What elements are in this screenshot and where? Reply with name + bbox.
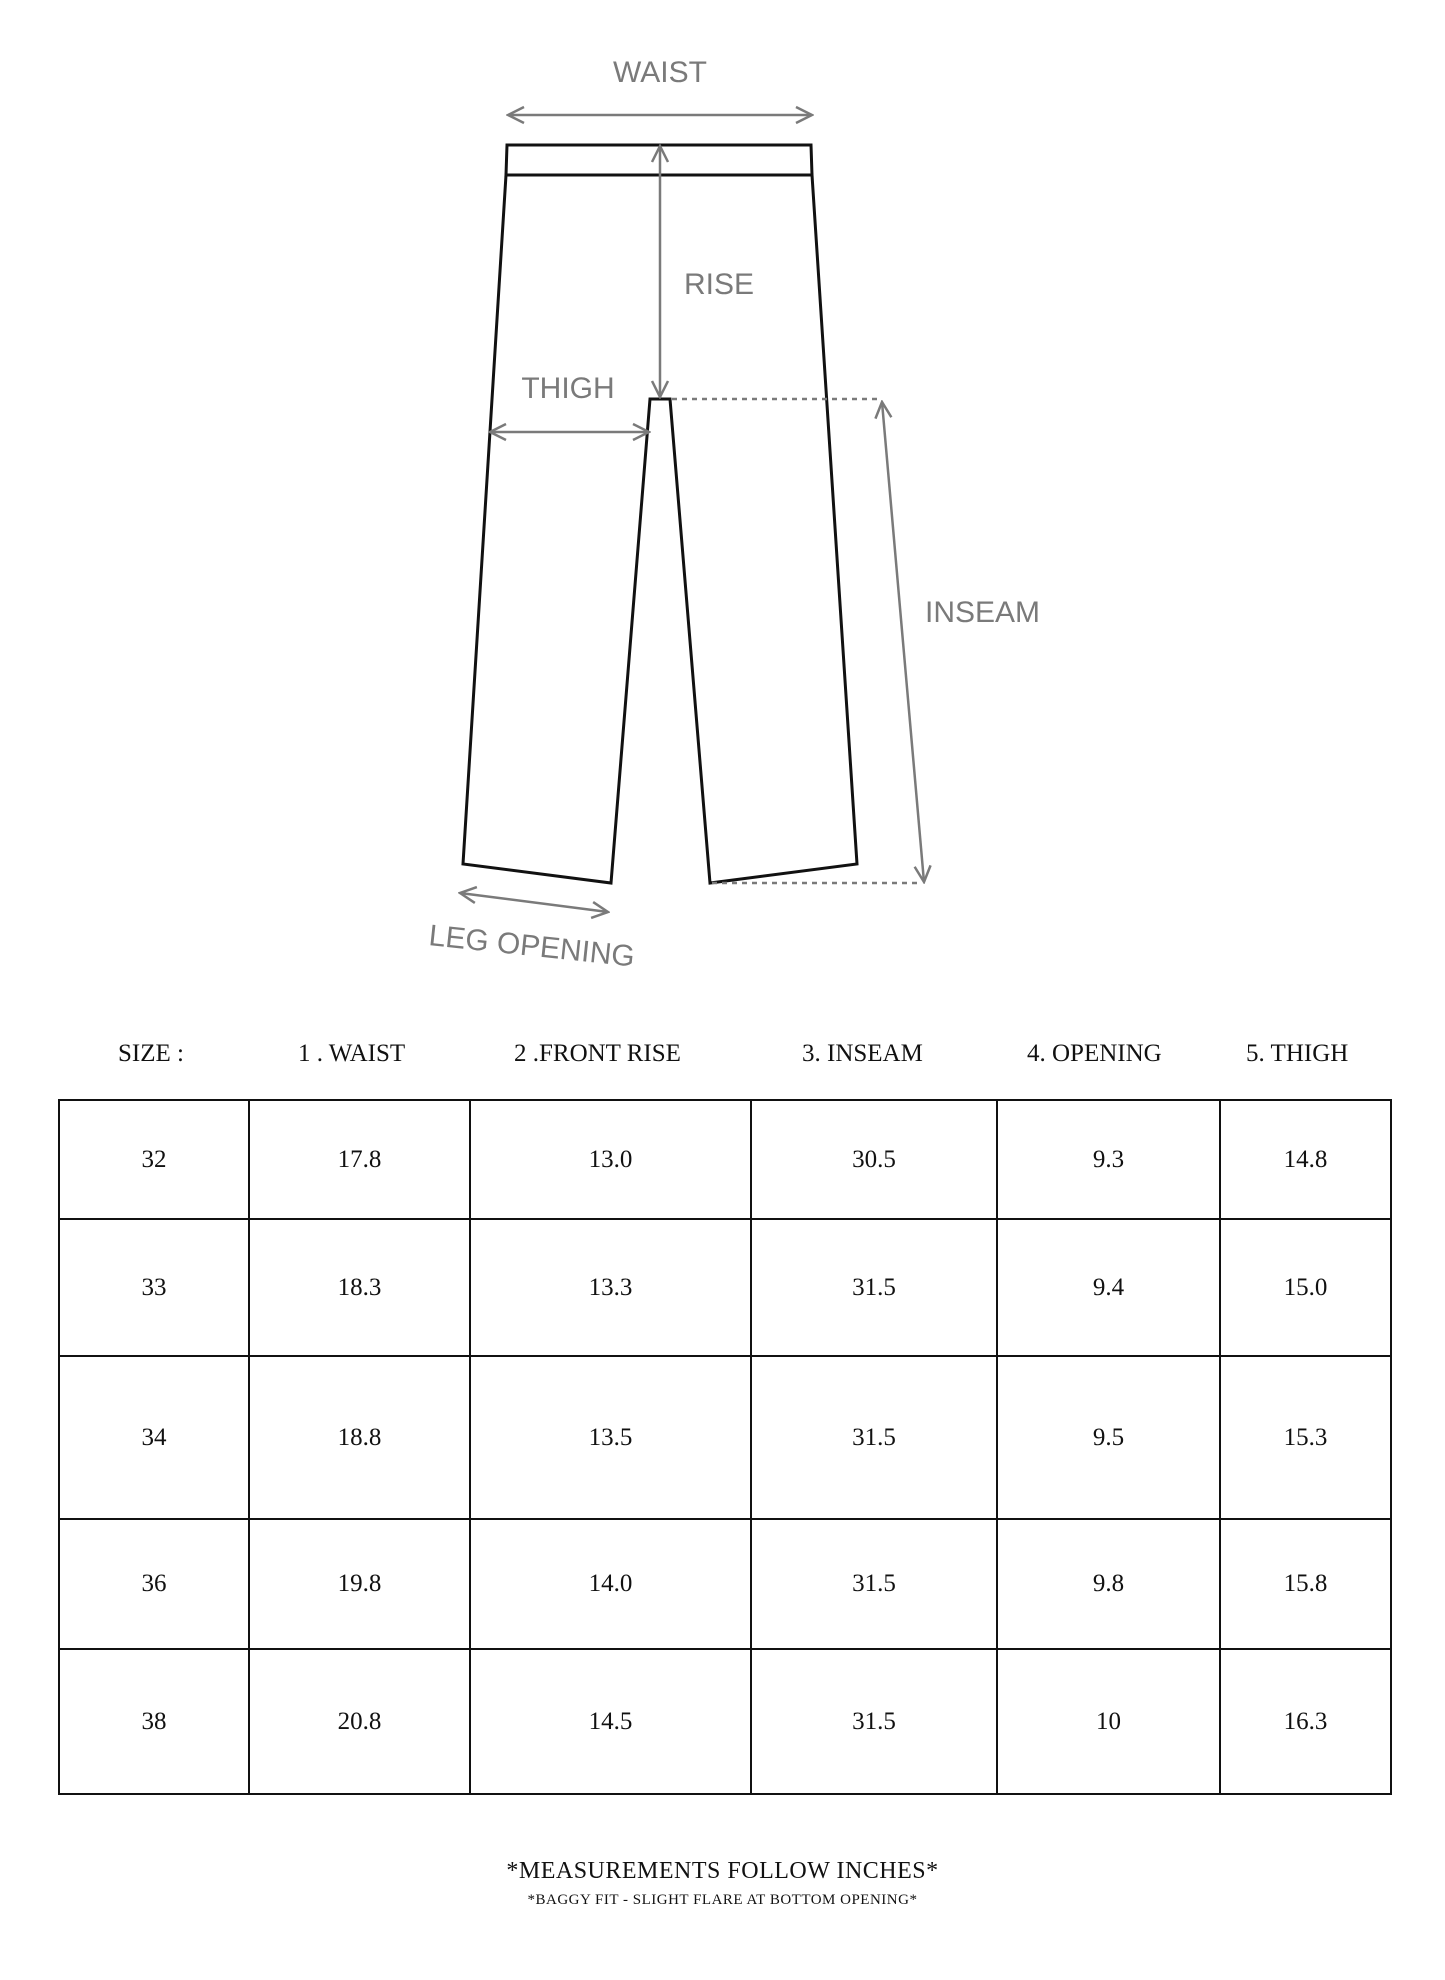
header-size: SIZE : — [118, 1040, 184, 1067]
cell-inseam: 31.5 — [751, 1649, 997, 1794]
cell-opening: 9.5 — [997, 1356, 1220, 1519]
cell-inseam: 31.5 — [751, 1356, 997, 1519]
cell-opening: 9.3 — [997, 1100, 1220, 1219]
cell-size: 38 — [59, 1649, 249, 1794]
leg-opening-label: LEG OPENING — [427, 919, 637, 974]
size-table — [58, 1099, 1392, 1795]
cell-opening: 9.8 — [997, 1519, 1220, 1649]
header-waist: 1 . WAIST — [298, 1040, 406, 1067]
cell-front-rise: 13.5 — [470, 1356, 751, 1519]
header-opening: 4. OPENING — [1027, 1040, 1162, 1067]
cell-waist: 17.8 — [249, 1100, 470, 1219]
cell-size: 36 — [59, 1519, 249, 1649]
cell-waist: 20.8 — [249, 1649, 470, 1794]
cell-size: 34 — [59, 1356, 249, 1519]
cell-thigh: 15.3 — [1220, 1356, 1391, 1519]
cell-thigh: 15.8 — [1220, 1519, 1391, 1649]
cell-thigh: 14.8 — [1220, 1100, 1391, 1219]
table-row — [59, 1356, 1391, 1519]
thigh-label: THIGH — [521, 372, 615, 405]
cell-size: 32 — [59, 1100, 249, 1219]
table-row — [59, 1100, 1391, 1219]
table-row — [59, 1649, 1391, 1794]
header-inseam: 3. INSEAM — [802, 1040, 923, 1067]
cell-opening: 9.4 — [997, 1219, 1220, 1356]
cell-front-rise: 13.3 — [470, 1219, 751, 1356]
measurement-note: *MEASUREMENTS FOLLOW INCHES* — [506, 1858, 939, 1884]
inseam-arrow — [882, 402, 924, 882]
cell-size: 33 — [59, 1219, 249, 1356]
cell-front-rise: 13.0 — [470, 1100, 751, 1219]
cell-thigh: 15.0 — [1220, 1219, 1391, 1356]
cell-thigh: 16.3 — [1220, 1649, 1391, 1794]
cell-waist: 18.8 — [249, 1356, 470, 1519]
cell-opening: 10 — [997, 1649, 1220, 1794]
leg-opening-arrow — [460, 893, 608, 912]
header-thigh: 5. THIGH — [1246, 1040, 1349, 1067]
header-front-rise: 2 .FRONT RISE — [514, 1040, 681, 1067]
cell-front-rise: 14.0 — [470, 1519, 751, 1649]
table-row — [59, 1519, 1391, 1649]
fit-note: *BAGGY FIT - SLIGHT FLARE AT BOTTOM OPENING* — [527, 1892, 918, 1908]
cell-inseam: 31.5 — [751, 1219, 997, 1356]
cell-inseam: 30.5 — [751, 1100, 997, 1219]
measurement-guides — [460, 115, 924, 912]
inseam-label: INSEAM — [925, 596, 1041, 629]
cell-waist: 18.3 — [249, 1219, 470, 1356]
cell-waist: 19.8 — [249, 1519, 470, 1649]
rise-label: RISE — [684, 268, 755, 301]
waist-label: WAIST — [613, 56, 707, 89]
cell-inseam: 31.5 — [751, 1519, 997, 1649]
table-row — [59, 1219, 1391, 1356]
cell-front-rise: 14.5 — [470, 1649, 751, 1794]
size-table-headers — [0, 1040, 1445, 1080]
